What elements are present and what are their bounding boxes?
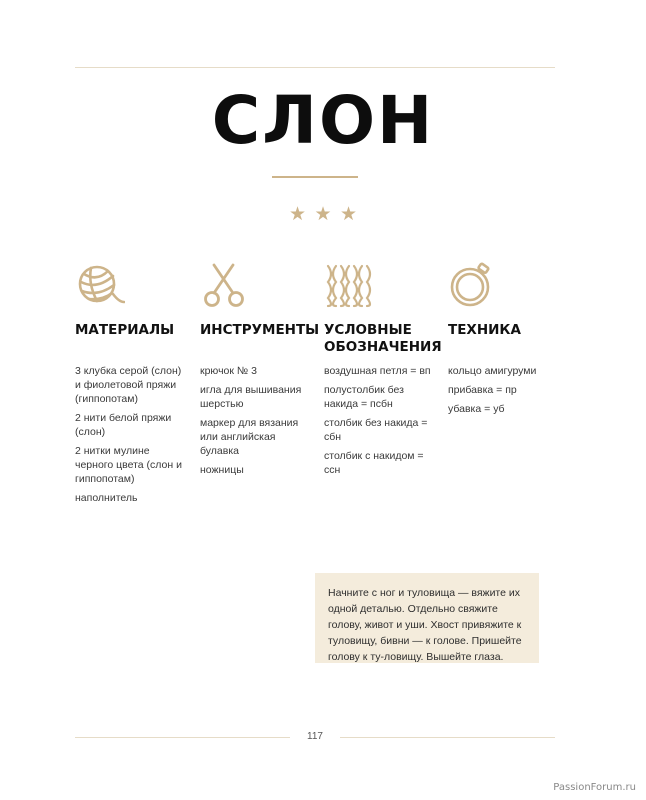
tools-section: [200, 262, 320, 476]
tools-list: [200, 364, 312, 482]
materials-section: [75, 262, 187, 504]
page-title: СЛОН: [211, 82, 435, 159]
list-item: маркер для вязания или английская булавка: [200, 417, 299, 457]
abbreviations-heading: УСЛОВНЫЕ ОБОЗНАЧЕНИЯ: [324, 322, 442, 355]
tools-heading: ИНСТРУМЕНТЫ: [200, 322, 320, 338]
title-underline: [272, 176, 358, 178]
page-number: 117: [307, 731, 323, 742]
materials-list: [75, 364, 187, 510]
materials-heading: МАТЕРИАЛЫ: [75, 322, 175, 338]
star-icon: ★: [339, 204, 358, 225]
watermark: PassionForum.ru: [553, 782, 636, 793]
technique-heading: ТЕХНИКА: [448, 322, 521, 338]
footer-divider-right: [340, 737, 555, 738]
list-item: 2 нитки мулине черного цвета (слон и гиппопотам): [75, 445, 182, 485]
yarn-ball-icon: [75, 262, 125, 308]
scissors-icon: [200, 262, 250, 308]
abbreviations-list: [324, 364, 436, 482]
list-item: воздушная петля = вп: [324, 365, 431, 377]
top-divider: [75, 67, 555, 68]
list-item: наполнитель: [75, 492, 138, 504]
hoop-icon: [448, 262, 498, 308]
footer-divider-left: [75, 737, 290, 738]
list-item: ножницы: [200, 464, 244, 476]
difficulty-rating: [0, 203, 646, 226]
list-item: столбик с накидом = ссн: [324, 450, 424, 476]
list-item: столбик без накида = сбн: [324, 417, 428, 443]
technique-list: [448, 364, 560, 421]
technique-section: [448, 262, 560, 415]
list-item: игла для вышивания шерстью: [200, 384, 302, 410]
instruction-note: [315, 573, 539, 663]
star-icon: ★: [314, 204, 332, 225]
note-text: Начните с ног и туловища — вяжите их одной деталью. Отдельно свяжите голову, живот и уши. Хвост привяжите к туловищу, бивни — к голове. Пришейте голову к ту-ловищу. Вышейте глаза.: [328, 587, 522, 663]
list-item: кольцо амигуруми: [448, 365, 537, 377]
list-item: крючок № 3: [200, 365, 257, 377]
list-item: прибавка = пр: [448, 384, 517, 396]
list-item: 3 клубка серой (слон) и фиолетовой пряжи (гиппопотам): [75, 365, 182, 405]
list-item: убавка = уб: [448, 403, 505, 415]
list-item: 2 нити белой пряжи (слон): [75, 412, 172, 438]
abbreviations-section: [324, 262, 442, 476]
star-icon: ★: [288, 204, 307, 225]
list-item: полустолбик без накида = псбн: [324, 384, 404, 410]
stitches-icon: [324, 262, 374, 308]
